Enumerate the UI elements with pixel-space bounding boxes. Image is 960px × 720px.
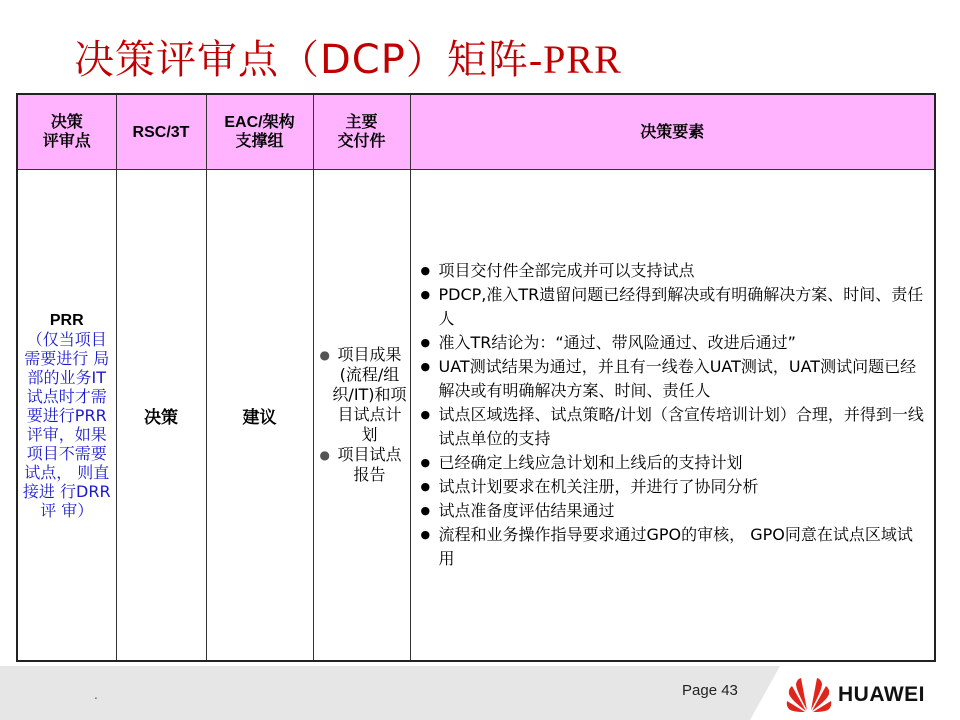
header-decision-elements: 决策要素 bbox=[410, 94, 935, 170]
bullet-icon: ● bbox=[420, 288, 431, 301]
bullet-icon: ● bbox=[420, 504, 431, 517]
huawei-logo-text: HUAWEI bbox=[838, 683, 925, 706]
header-eac: EAC/架构 支撑组 bbox=[206, 94, 313, 170]
bullet-icon: ● bbox=[420, 456, 431, 469]
bullet-icon: ● bbox=[319, 348, 330, 362]
header-rsc: RSC/3T bbox=[116, 94, 206, 170]
table-header-row bbox=[17, 94, 935, 170]
footer-dot: . bbox=[94, 688, 98, 702]
decision-elements-list bbox=[411, 259, 935, 571]
list-item: ● 流程和业务操作指导要求通过GPO的审核， GPO同意在试点区域试用 bbox=[420, 525, 913, 568]
header-dcp: 决策 评审点 bbox=[17, 94, 116, 170]
list-item: ● UAT测试结果为通过，并且有一线卷入UAT测试，UAT测试问题已经解决或有明确解决方案、时间、责任人 bbox=[420, 357, 917, 400]
bullet-icon: ● bbox=[319, 448, 330, 462]
deliverables-cell bbox=[313, 170, 410, 662]
list-item: ● 试点准备度评估结果通过 bbox=[439, 499, 925, 523]
table-row bbox=[17, 170, 935, 662]
list-item: ● PDCP,准入TR遗留问题已经得到解决或有明确解决方案、时间、责任人 bbox=[420, 285, 924, 328]
huawei-logo-icon bbox=[786, 674, 832, 712]
rsc-cell: 决策 bbox=[116, 170, 206, 662]
list-item: ● 项目交付件全部完成并可以支持试点 bbox=[439, 259, 925, 283]
bullet-icon: ● bbox=[420, 480, 431, 493]
dcp-matrix-table bbox=[16, 93, 936, 662]
decision-elements-cell bbox=[410, 170, 935, 662]
dcp-note: （仅当项目 需要进行 局部的业务IT试点时才需要进行PRR评审，如果项目不需要试点， 则直接进 行DRR评 审） bbox=[22, 329, 111, 520]
header-deliverables: 主要 交付件 bbox=[313, 94, 410, 170]
bullet-icon: ● bbox=[420, 264, 431, 277]
slide-title: 决策评审点（DCP）矩阵-PRR bbox=[74, 37, 622, 83]
list-item: ● 项目试点报告 bbox=[319, 445, 402, 484]
list-item: ● 已经确定上线应急计划和上线后的支持计划 bbox=[439, 451, 925, 475]
page-number: Page 43 bbox=[682, 682, 738, 699]
dcp-name: PRR bbox=[49, 311, 84, 329]
dcp-cell bbox=[17, 170, 116, 662]
eac-cell: 建议 bbox=[206, 170, 313, 662]
bullet-icon: ● bbox=[420, 360, 431, 373]
bullet-icon: ● bbox=[420, 336, 431, 349]
list-item: ● 试点区域选择、试点策略/计划（含宣传培训计划）合理，并得到一线试点单位的支持 bbox=[420, 405, 924, 448]
list-item: ● 项目成果(流程/组织/IT)和项目试点计划 bbox=[319, 345, 407, 444]
list-item: ● 准入TR结论为：“通过、带风险通过、改进后通过” bbox=[439, 331, 925, 355]
bullet-icon: ● bbox=[420, 408, 431, 421]
bullet-icon: ● bbox=[420, 528, 431, 541]
list-item: ● 试点计划要求在机关注册，并进行了协同分析 bbox=[439, 475, 925, 499]
deliverables-list bbox=[314, 345, 410, 485]
